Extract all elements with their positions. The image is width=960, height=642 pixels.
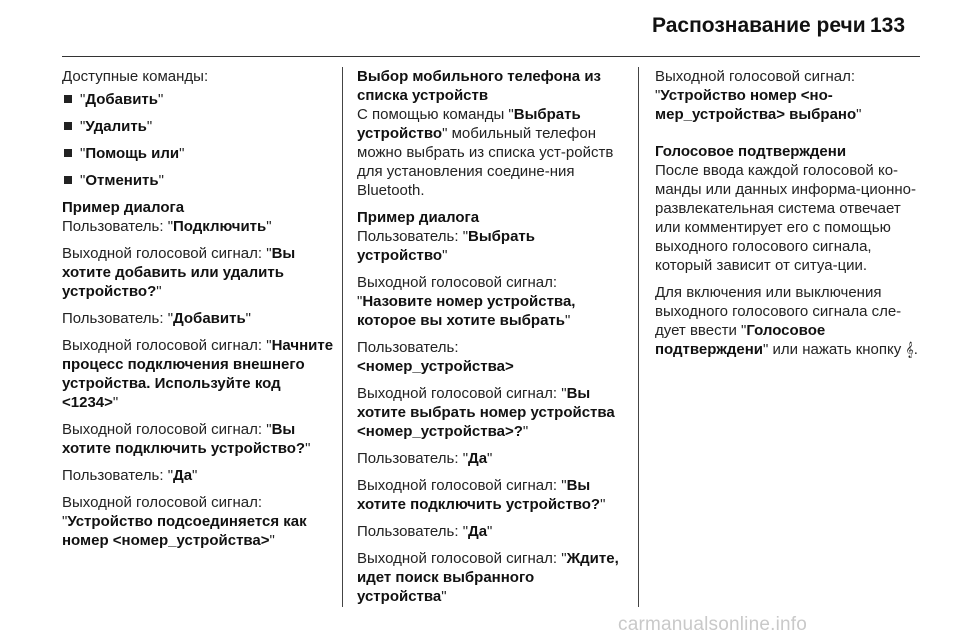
dialog-user-line: Пользователь: "Выбрать устройство" [357,228,535,264]
section-paragraph: Для включения или выключения выходного голосового сигнала сле-дует ввести "Голосовое подтверждени" или нажать кнопку 𝄞. [655,284,918,358]
dialog-signal-line: Выходной голосовой сигнал: "Назовите номер устройства, которое вы хотите выбрать" [357,274,576,329]
section-description: С помощью команды "Выбрать устройство" мобильный телефон можно выбрать из списка уст-ройств для установления соедине-ния Bluetooth. [357,106,614,199]
commands-list [62,90,334,190]
column-divider-2 [638,67,639,607]
dialog-signal-line: Выходной голосовой сигнал: "Устройство подсоединяется как номер <номер_устройства>" [62,494,307,549]
dialog-heading: Пример диалога [357,209,480,226]
bullet-icon [64,176,72,184]
command-item: "Добавить" [62,90,334,109]
dialog-signal-line: Выходной голосовой сигнал: "Вы хотите выбрать номер устройства <номер_устройства>?" [357,385,615,440]
dialog-signal-line: Выходной голосовой сигнал: "Вы хотите подключить устройство?" [62,421,311,457]
page-number: 133 [870,14,906,37]
commands-intro: Доступные команды: [62,68,209,85]
column-1 [62,67,334,558]
dialog-signal-line: Выходной голосовой сигнал: "Вы хотите добавить или удалить устройство?" [62,245,296,300]
column-divider-1 [342,67,343,607]
section-heading: Выбор мобильного телефона из списка устройств [357,68,601,104]
column-3 [655,67,925,367]
dialog-user-line: Пользователь: <номер_устройства> [357,339,514,375]
voice-button-icon: 𝄞 [905,341,914,357]
section-paragraph: После ввода каждой голосовой ко-манды или данных информа-ционно-развлекательная система отвечает или комментирует его с помощью выходного голосового сигнала, который зависит от ситуа-ции. [655,162,916,274]
dialog-signal-line: Выходной голосовой сигнал: "Устройство номер <но-мер_устройства> выбрано" [655,68,862,123]
bullet-icon [64,95,72,103]
dialog-user-line: Пользователь: "Да" [357,450,493,467]
dialog-user-line: Пользователь: "Добавить" [62,310,251,327]
watermark: carmanualsonline.info [618,614,808,635]
dialog-signal-line: Выходной голосовой сигнал: "Начните процесс подключения внешнего устройства. Используйте код <1234>" [62,337,334,411]
dialog-user-line: Пользователь: "Подключить" [62,218,272,235]
bullet-icon [64,149,72,157]
page-title: Распознавание речи [652,14,866,37]
command-item: "Помощь или" [62,144,334,163]
command-item: "Удалить" [62,117,334,136]
dialog-heading: Пример диалога [62,199,185,216]
command-item: "Отменить" [62,171,334,190]
dialog-signal-line: Выходной голосовой сигнал: "Вы хотите подключить устройство?" [357,477,606,513]
header-divider [62,56,920,57]
dialog-user-line: Пользователь: "Да" [357,523,493,540]
dialog-user-line: Пользователь: "Да" [62,467,198,484]
dialog-signal-line: Выходной голосовой сигнал: "Ждите, идет поиск выбранного устройства" [357,550,619,605]
section-heading: Голосовое подтверждени [655,143,847,160]
bullet-icon [64,122,72,130]
column-2 [357,67,625,614]
